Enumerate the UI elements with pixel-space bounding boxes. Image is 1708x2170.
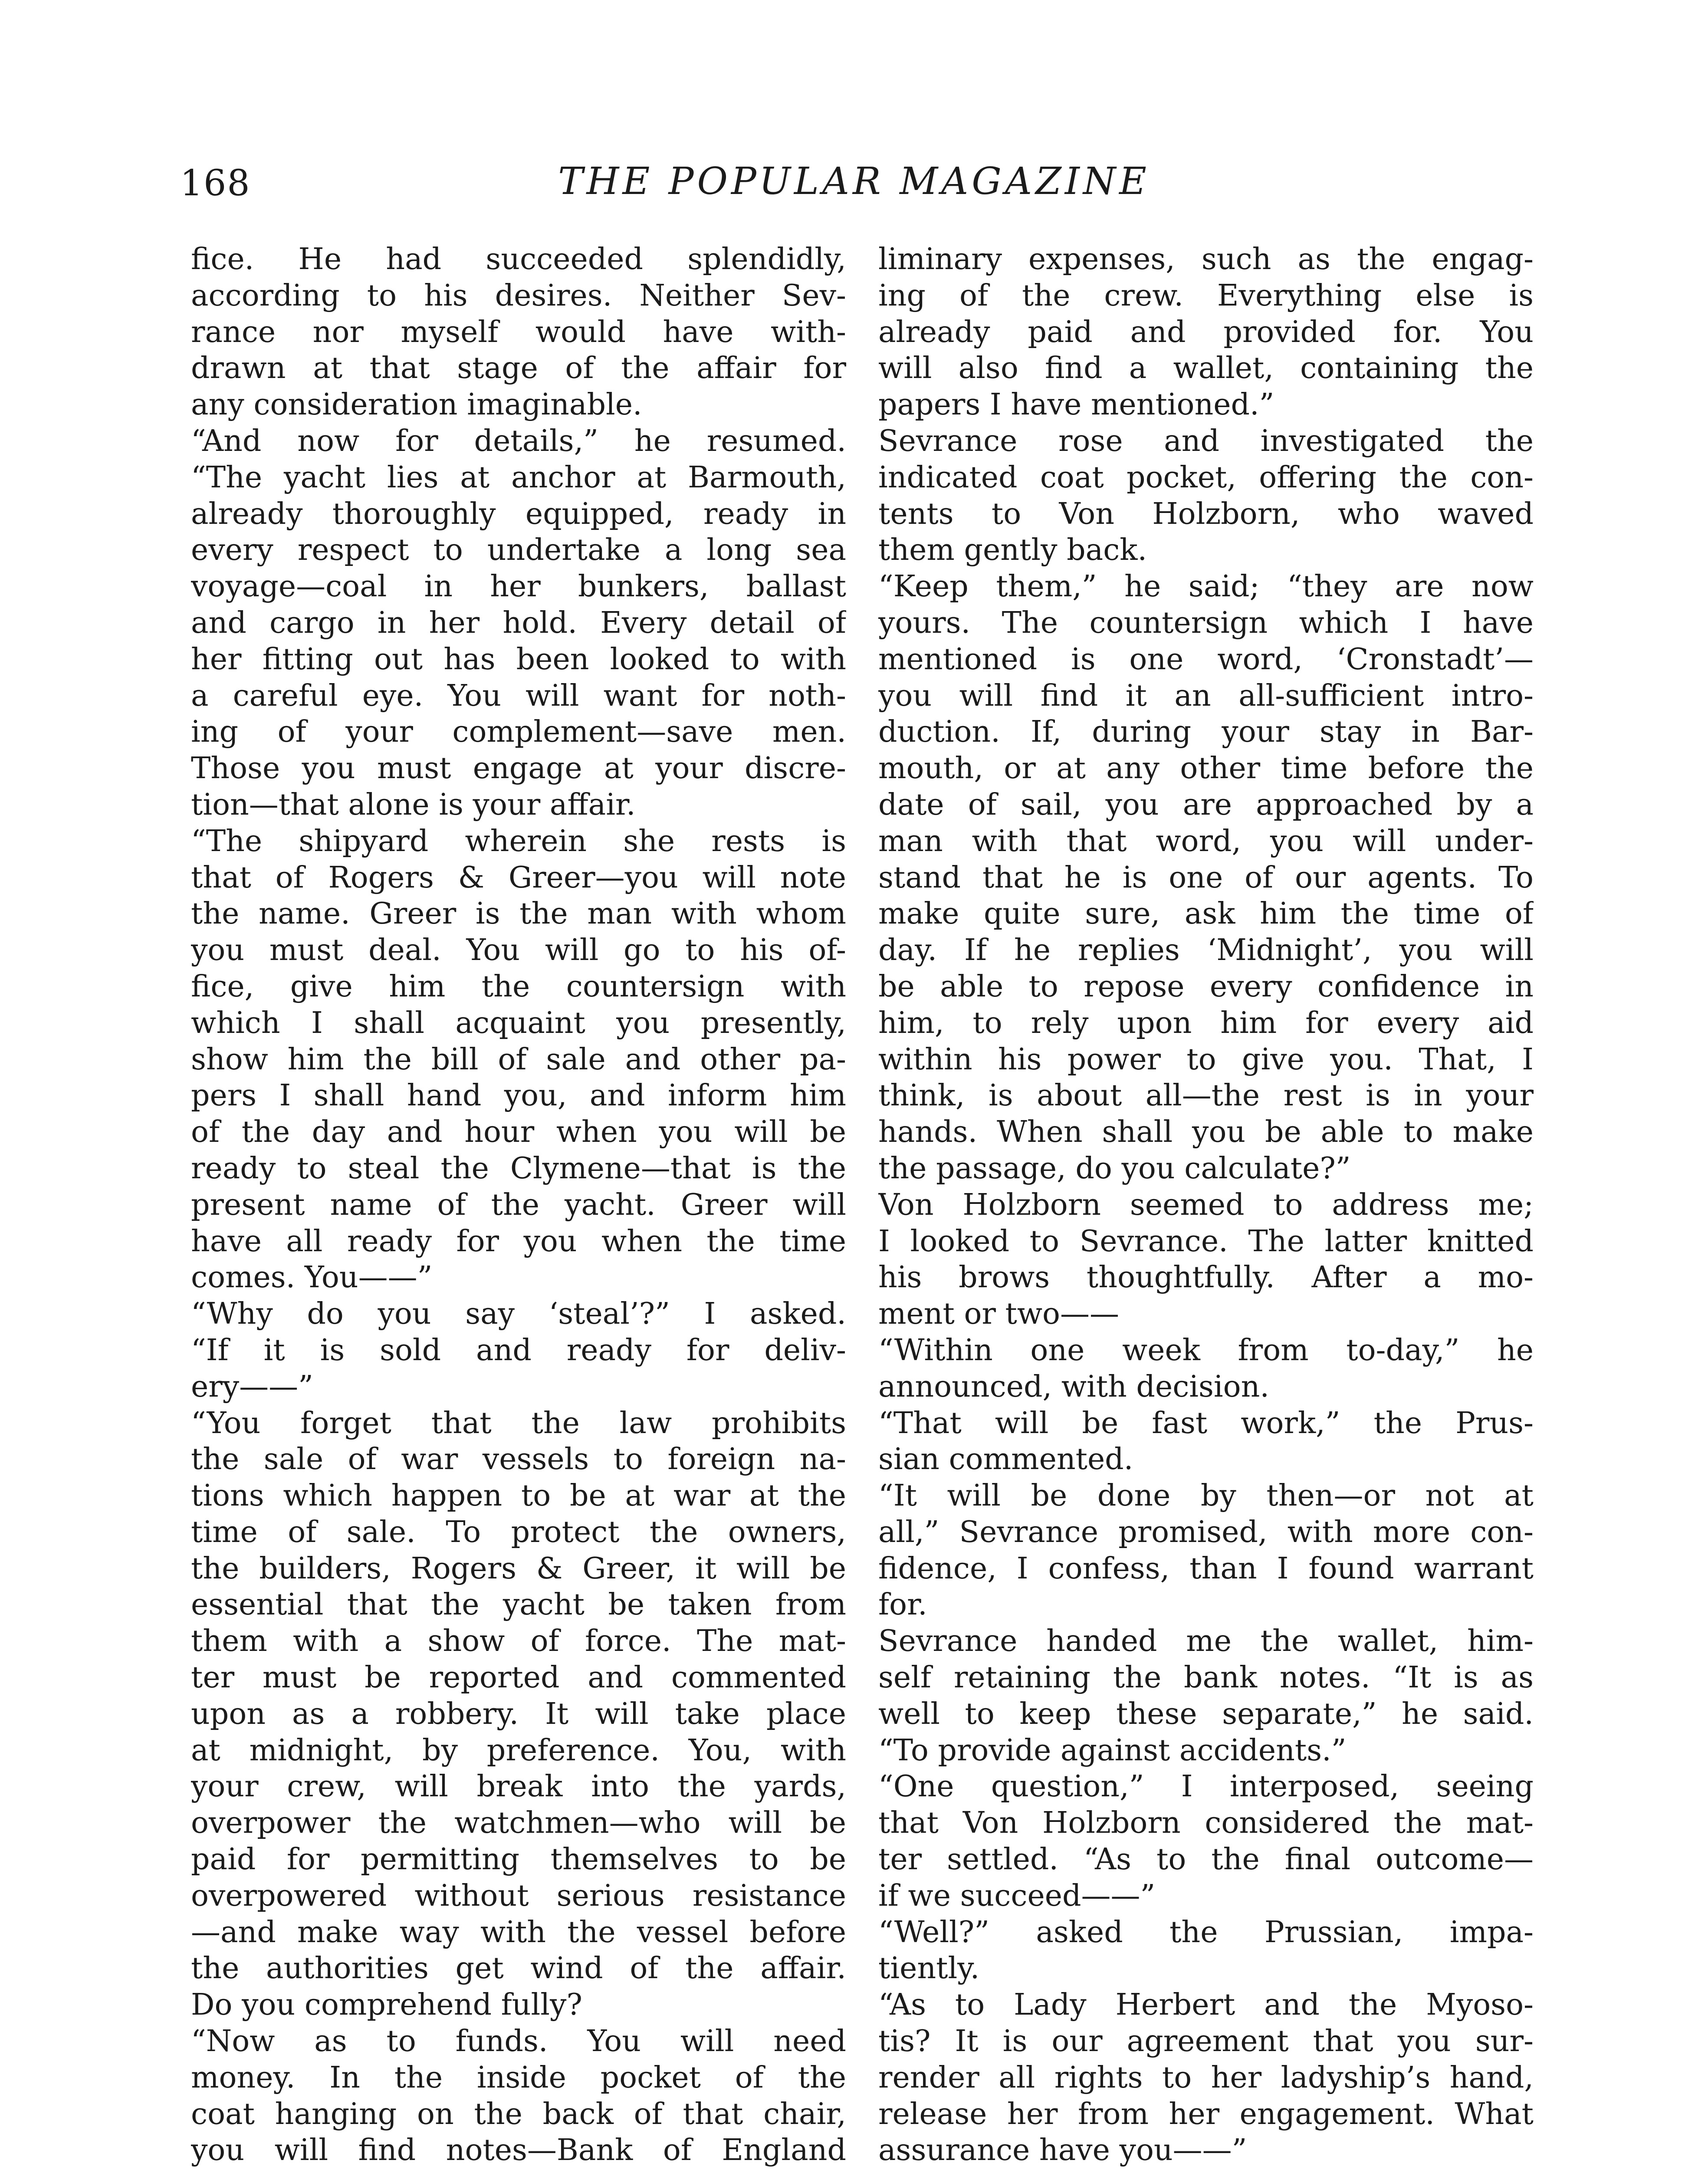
text-line: the sale of war vessels to foreign na- bbox=[191, 1442, 846, 1477]
text-line: pers I shall hand you, and inform him bbox=[191, 1078, 846, 1113]
text-line: indicated coat pocket, offering the con- bbox=[878, 460, 1534, 495]
text-line: man with that word, you will under- bbox=[878, 824, 1534, 858]
text-line: at midnight, by preference. You, with bbox=[191, 1733, 846, 1768]
text-line: that of Rogers & Greer—you will note bbox=[191, 860, 846, 895]
text-line: be able to repose every confidence in bbox=[878, 969, 1534, 1004]
text-line: release her from her engagement. What bbox=[878, 2097, 1534, 2131]
text-line: yours. The countersign which I have bbox=[878, 605, 1534, 640]
text-line: think, is about all—the rest is in your bbox=[878, 1078, 1534, 1113]
text-line: any consideration imaginable. bbox=[191, 388, 642, 422]
text-line: money. In the inside pocket of the bbox=[191, 2060, 846, 2095]
text-line: rance nor myself would have with- bbox=[191, 315, 846, 349]
text-line: Von Holzborn seemed to address me; bbox=[878, 1187, 1534, 1222]
text-line: them with a show of force. The mat- bbox=[191, 1624, 846, 1659]
text-line: stand that he is one of our agents. To bbox=[878, 860, 1534, 895]
text-line: render all rights to her ladyship’s hand, bbox=[878, 2060, 1534, 2095]
text-line: ter settled. “As to the final outcome— bbox=[878, 1842, 1534, 1877]
text-line: the passage, do you calculate?” bbox=[878, 1151, 1351, 1186]
text-line: if we succeed——” bbox=[878, 1878, 1156, 1913]
text-line: “It will be done by then—or not at bbox=[878, 1479, 1534, 1513]
text-line: ter must be reported and commented bbox=[191, 1660, 846, 1695]
text-line: already paid and provided for. You bbox=[878, 315, 1534, 349]
text-line: fice, give him the countersign with bbox=[191, 969, 846, 1004]
text-line: overpowered without serious resistance bbox=[191, 1878, 846, 1913]
text-line: you must deal. You will go to his of- bbox=[191, 933, 846, 968]
text-line: “Well?” asked the Prussian, impa- bbox=[878, 1915, 1534, 1950]
text-line: already thoroughly equipped, ready in bbox=[191, 496, 846, 531]
text-line: upon as a robbery. It will take place bbox=[191, 1697, 846, 1731]
text-line: within his power to give you. That, I bbox=[878, 1042, 1534, 1077]
text-line: “And now for details,” he resumed. bbox=[191, 424, 846, 458]
text-line: liminary expenses, such as the engag- bbox=[878, 242, 1534, 276]
text-line: —and make way with the vessel before bbox=[191, 1915, 846, 1950]
text-line: Sevrance handed me the wallet, him- bbox=[878, 1624, 1534, 1659]
text-line: fidence, I confess, than I found warrant bbox=[878, 1551, 1534, 1586]
text-line: “You forget that the law prohibits bbox=[191, 1406, 846, 1440]
text-line: essential that the yacht be taken from bbox=[191, 1588, 846, 1622]
text-line: make quite sure, ask him the time of bbox=[878, 897, 1534, 931]
text-line: Do you comprehend fully? bbox=[191, 1988, 582, 2022]
text-line: you will find notes—Bank of England bbox=[191, 2133, 846, 2168]
text-line: “Within one week from to-day,” he bbox=[878, 1333, 1534, 1368]
text-line: ing of your complement—save men. bbox=[191, 715, 846, 750]
text-line: self retaining the bank notes. “It is as bbox=[878, 1660, 1534, 1695]
text-line: ery——” bbox=[191, 1369, 313, 1404]
text-line: him, to rely upon him for every aid bbox=[878, 1006, 1534, 1040]
text-line: “One question,” I interposed, seeing bbox=[878, 1769, 1534, 1804]
text-line: day. If he replies ‘Midnight’, you will bbox=[878, 933, 1534, 968]
text-line: well to keep these separate,” he said. bbox=[878, 1697, 1534, 1731]
text-line: voyage—coal in her bunkers, ballast bbox=[191, 569, 846, 604]
text-line: of the day and hour when you will be bbox=[191, 1115, 846, 1150]
text-line: sian commented. bbox=[878, 1442, 1133, 1477]
left-column bbox=[191, 241, 846, 2170]
text-line: have all ready for you when the time bbox=[191, 1224, 846, 1259]
text-line: “Why do you say ‘steal’?” I asked. bbox=[191, 1297, 846, 1332]
text-line: tions which happen to be at war at the bbox=[191, 1479, 846, 1513]
text-line: and cargo in her hold. Every detail of bbox=[191, 605, 846, 640]
text-line: hands. When shall you be able to make bbox=[878, 1115, 1534, 1150]
text-line: the name. Greer is the man with whom bbox=[191, 897, 846, 931]
text-line: Sevrance rose and investigated the bbox=[878, 424, 1534, 458]
text-line: paid for permitting themselves to be bbox=[191, 1842, 846, 1877]
text-line: tis? It is our agreement that you sur- bbox=[878, 2024, 1534, 2059]
text-line: “Keep them,” he said; “they are now bbox=[878, 569, 1534, 604]
text-line: which I shall acquaint you presently, bbox=[191, 1006, 846, 1040]
text-line: for. bbox=[878, 1588, 927, 1622]
text-line: the builders, Rogers & Greer, it will be bbox=[191, 1551, 846, 1586]
text-line: the authorities get wind of the affair. bbox=[191, 1951, 846, 1986]
text-line: according to his desires. Neither Sev- bbox=[191, 278, 846, 313]
text-line: “As to Lady Herbert and the Myoso- bbox=[878, 1988, 1534, 2022]
text-line: “That will be fast work,” the Prus- bbox=[878, 1406, 1534, 1440]
text-line: fice. He had succeeded splendidly, bbox=[191, 242, 846, 276]
text-line: a careful eye. You will want for noth- bbox=[191, 678, 846, 713]
text-line: her fitting out has been looked to with bbox=[191, 642, 846, 677]
text-line: comes. You——” bbox=[191, 1260, 433, 1295]
text-line: ment or two—— bbox=[878, 1297, 1119, 1332]
text-line: tion—that alone is your affair. bbox=[191, 787, 636, 822]
text-line: drawn at that stage of the affair for bbox=[191, 351, 846, 386]
text-line: announced, with decision. bbox=[878, 1369, 1270, 1404]
text-line: overpower the watchmen—who will be bbox=[191, 1806, 846, 1841]
text-line: papers I have mentioned.” bbox=[878, 388, 1274, 422]
text-line: Those you must engage at your discre- bbox=[191, 751, 846, 786]
text-line: assurance have you——” bbox=[878, 2133, 1247, 2168]
running-head: THE POPULAR MAGAZINE bbox=[558, 160, 1150, 203]
text-line: his brows thoughtfully. After a mo- bbox=[878, 1260, 1534, 1295]
text-line: time of sale. To protect the owners, bbox=[191, 1515, 846, 1549]
text-line: all,” Sevrance promised, with more con- bbox=[878, 1515, 1534, 1549]
text-line: tiently. bbox=[878, 1951, 980, 1986]
text-line: your crew, will break into the yards, bbox=[191, 1769, 846, 1804]
text-line: mentioned is one word, ‘Cronstadt’— bbox=[878, 642, 1534, 677]
text-line: present name of the yacht. Greer will bbox=[191, 1187, 846, 1222]
right-column bbox=[878, 241, 1534, 2170]
text-line: “The yacht lies at anchor at Barmouth, bbox=[191, 460, 846, 495]
text-line: tents to Von Holzborn, who waved bbox=[878, 496, 1534, 531]
text-line: “Now as to funds. You will need bbox=[191, 2024, 846, 2059]
text-line: “To provide against accidents.” bbox=[878, 1733, 1347, 1768]
text-line: every respect to undertake a long sea bbox=[191, 533, 846, 568]
text-line: mouth, or at any other time before the bbox=[878, 751, 1534, 786]
text-line: “The shipyard wherein she rests is bbox=[191, 824, 846, 858]
text-line: I looked to Sevrance. The latter knitted bbox=[878, 1224, 1534, 1259]
text-line: will also find a wallet, containing the bbox=[878, 351, 1534, 386]
text-line: date of sail, you are approached by a bbox=[878, 787, 1534, 822]
text-line: you will find it an all-sufficient intro- bbox=[878, 678, 1534, 713]
page-header bbox=[0, 0, 1708, 243]
text-line: them gently back. bbox=[878, 533, 1147, 568]
text-line: show him the bill of sale and other pa- bbox=[191, 1042, 846, 1077]
text-line: duction. If, during your stay in Bar- bbox=[878, 715, 1534, 750]
text-line: that Von Holzborn considered the mat- bbox=[878, 1806, 1534, 1841]
text-line: ing of the crew. Everything else is bbox=[878, 278, 1534, 313]
text-line: coat hanging on the back of that chair, bbox=[191, 2097, 846, 2131]
text-line: ready to steal the Clymene—that is the bbox=[191, 1151, 846, 1186]
page-number: 168 bbox=[180, 163, 251, 204]
text-line: “If it is sold and ready for deliv- bbox=[191, 1333, 846, 1368]
